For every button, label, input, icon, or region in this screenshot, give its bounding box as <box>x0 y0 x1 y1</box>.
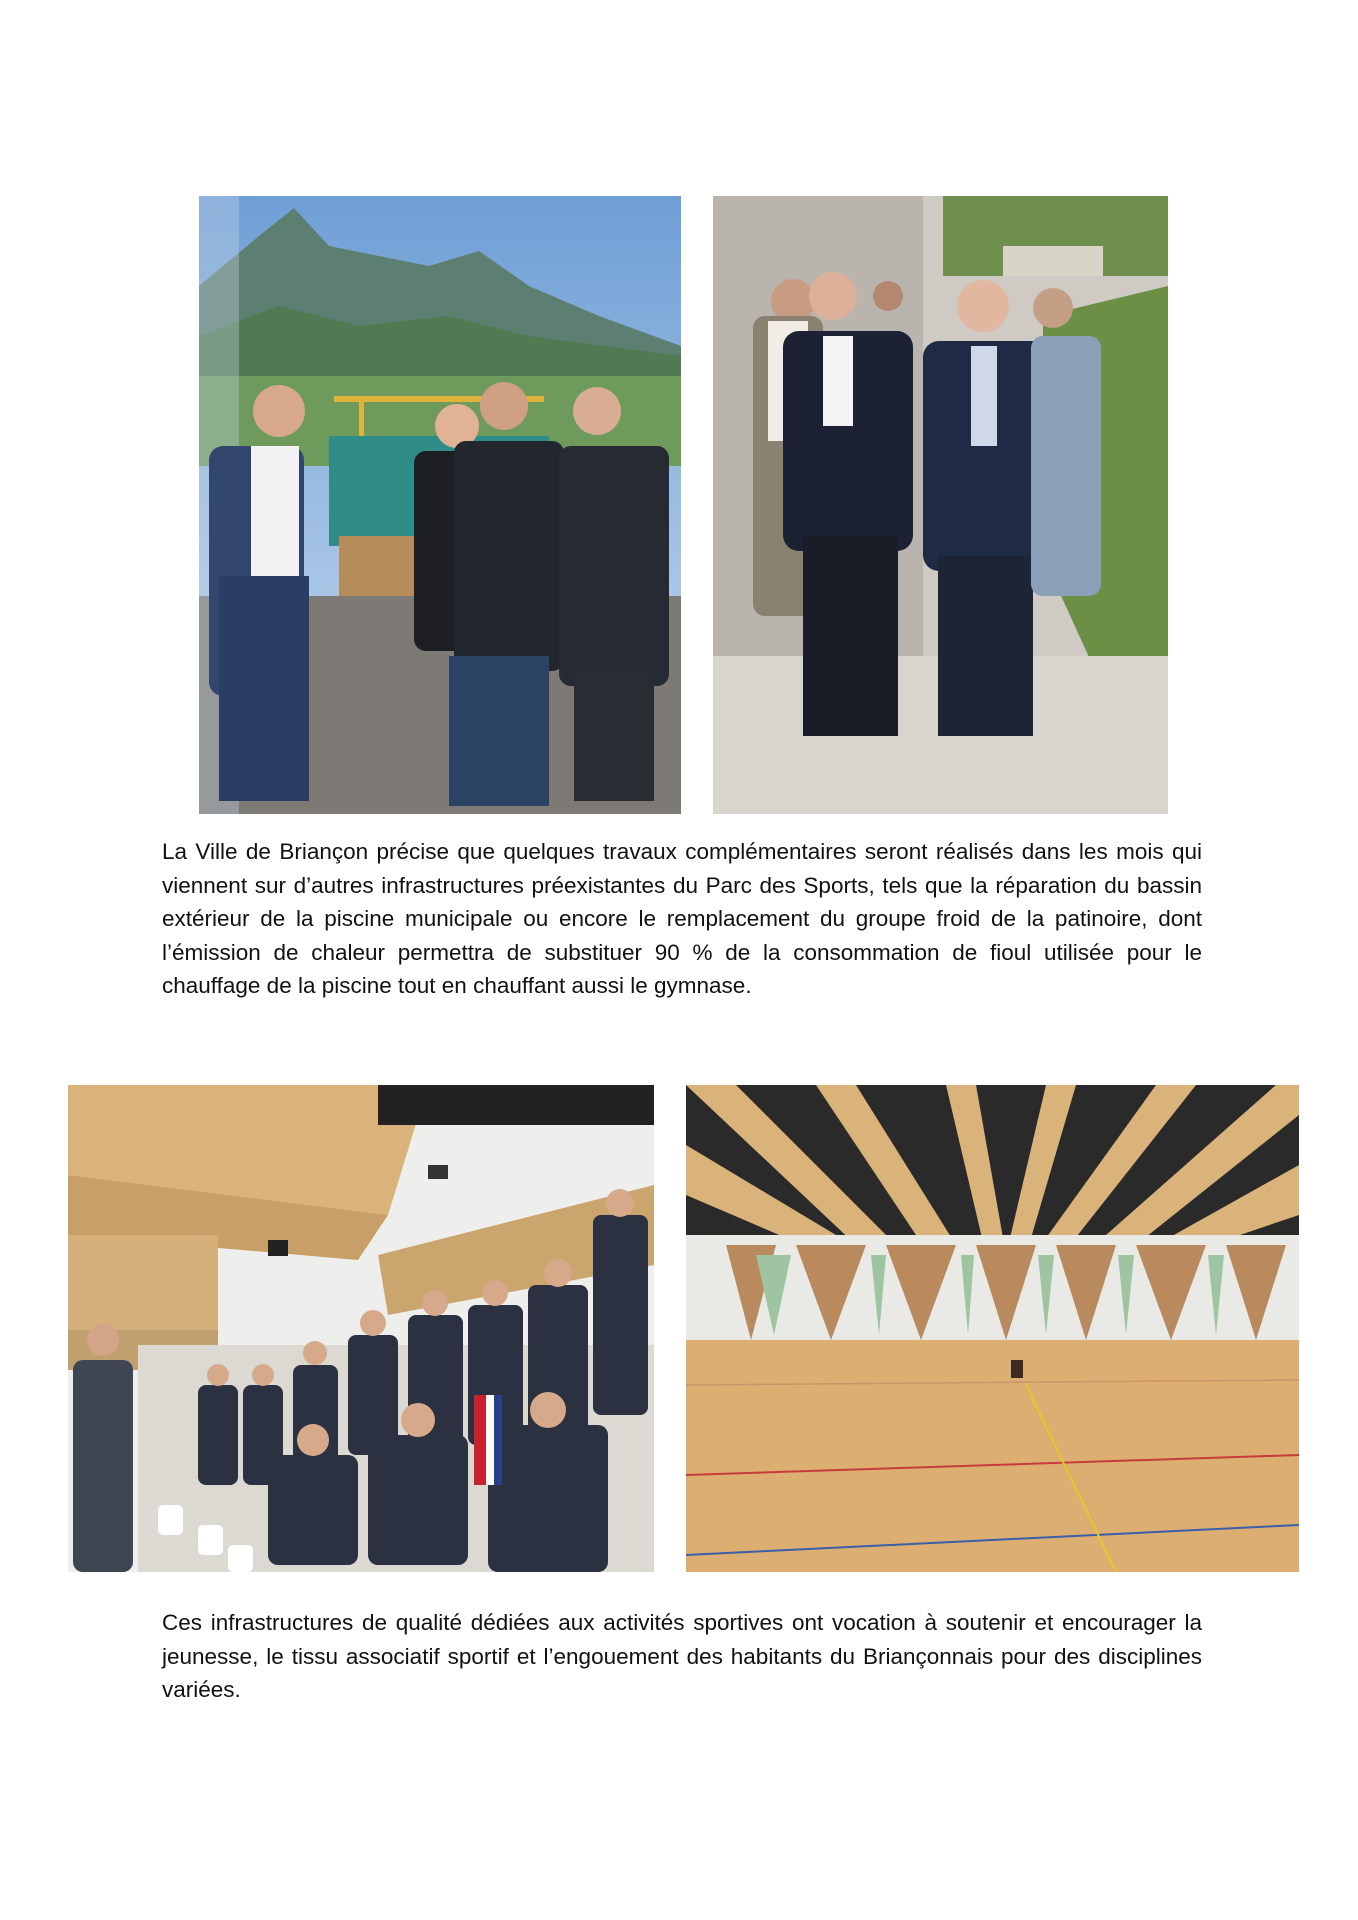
photo-audience-bleachers <box>68 1085 654 1572</box>
body-paragraph-2: Ces infrastructures de qualité dédiées aux activités sportives ont vocation à soutenir et encourager la jeunesse, le tissu associatif sportif et l’engouement des habitants du Briançonnais pour des disciplines variées. <box>162 1610 1202 1702</box>
photo-officials-mountains <box>199 196 681 814</box>
photo-gymnasium-interior <box>686 1085 1299 1572</box>
photo-officials-walking <box>713 196 1168 814</box>
body-paragraph-1: La Ville de Briançon précise que quelques travaux complémentaires seront réalisés dans les mois qui viennent sur d’autres infrastructures préexistantes du Parc des Sports, tels que la réparation du bassin extérieur de la piscine municipale ou encore le remplacement du groupe froid de la patinoire, dont l’émission de chaleur permettra de substituer 90 % de la consommation de fioul utilisée pour le chauffage de la piscine tout en chauffant aussi le gymnase. <box>162 839 1202 998</box>
